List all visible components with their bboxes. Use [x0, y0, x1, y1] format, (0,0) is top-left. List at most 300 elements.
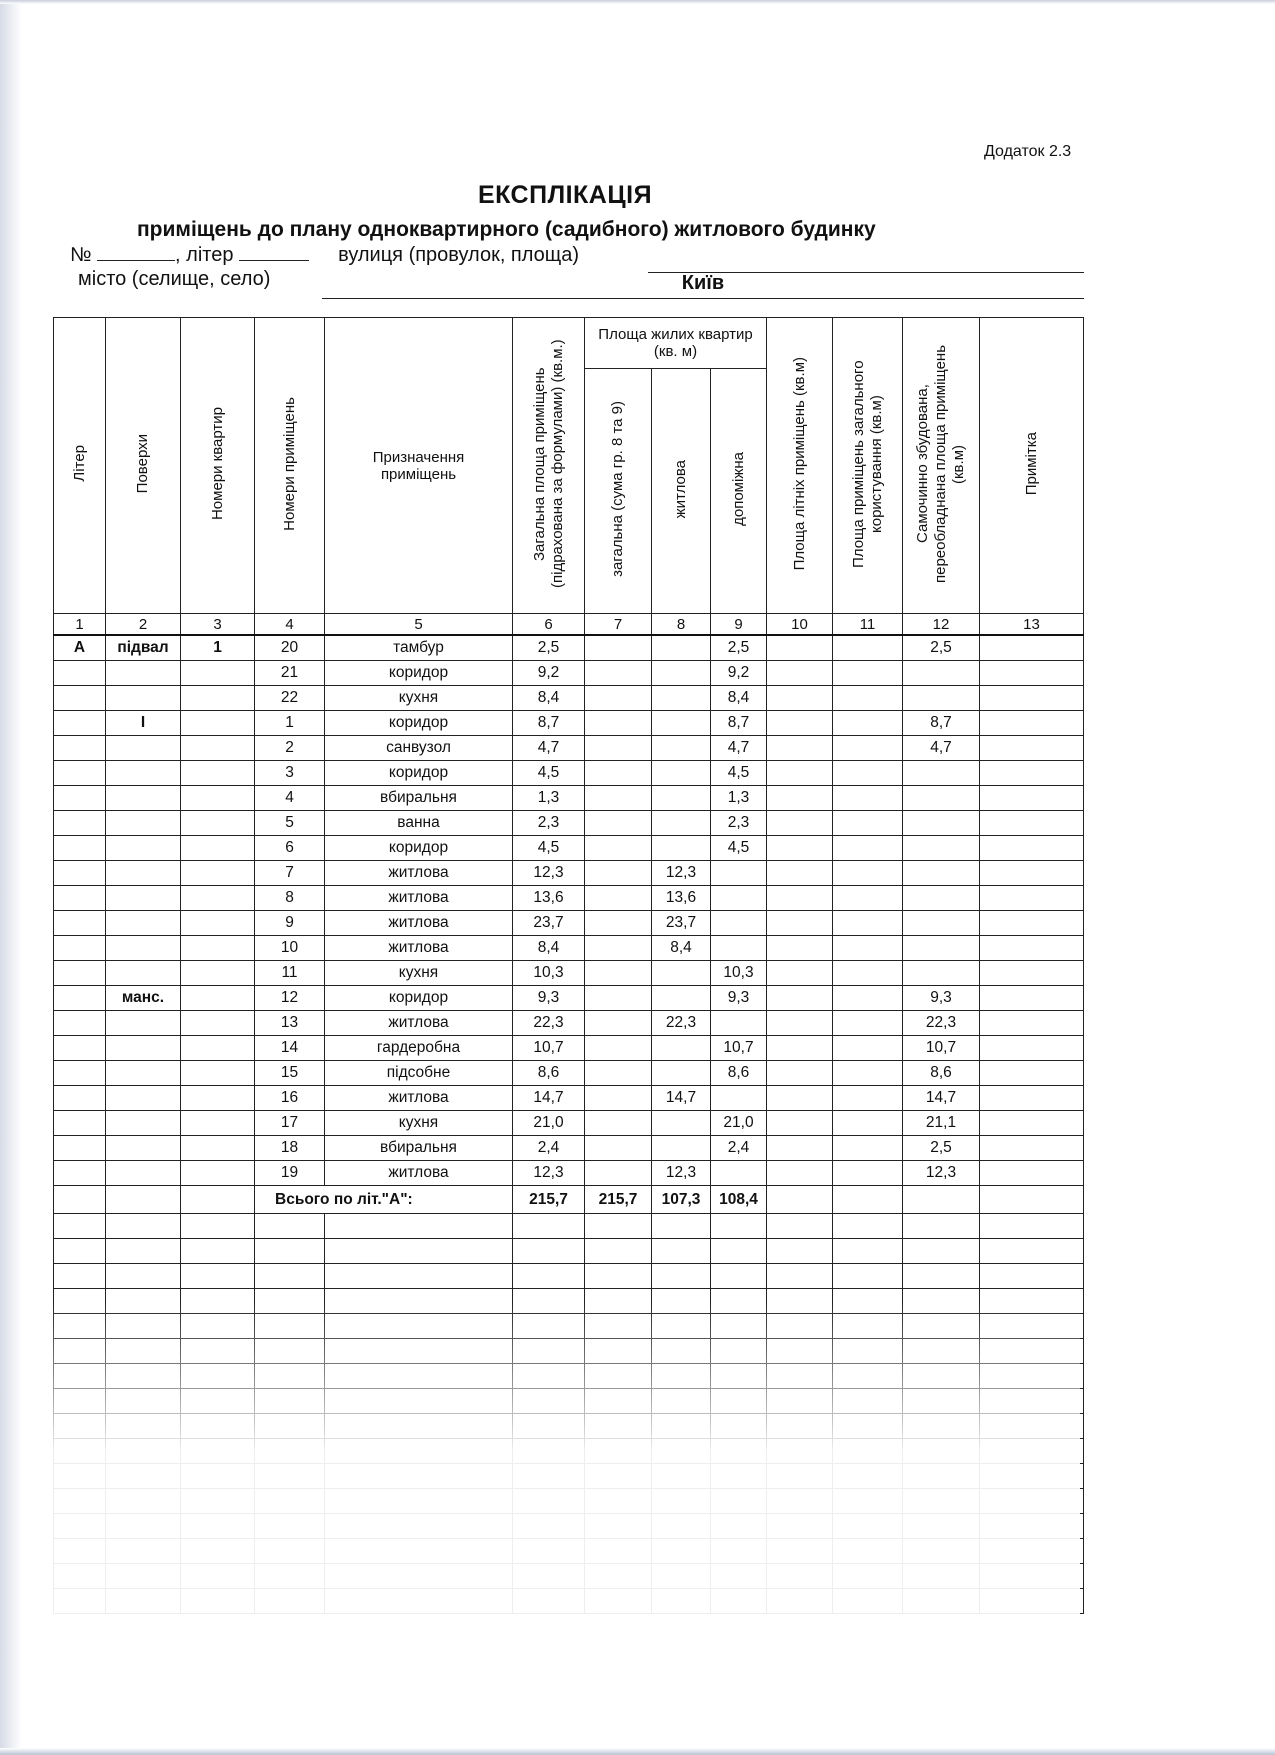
empty-cell [711, 1539, 767, 1564]
table-cell-col-9 [711, 886, 767, 911]
empty-cell [325, 1539, 513, 1564]
table-cell-col-9: 2,3 [711, 811, 767, 836]
empty-cell [513, 1264, 585, 1289]
table-cell-col-5: житлова [325, 911, 513, 936]
table-cell-col-13 [980, 1111, 1084, 1136]
table-cell-col-4: 1 [255, 711, 325, 736]
table-cell-col-6: 21,0 [513, 1111, 585, 1136]
table-cell-col-3 [181, 861, 255, 886]
column-number: 2 [106, 614, 181, 636]
empty-cell [585, 1514, 652, 1539]
table-cell-col-12: 4,7 [903, 736, 980, 761]
table-cell-col-8 [652, 661, 711, 686]
table-cell-col-13 [980, 811, 1084, 836]
table-cell-col-1 [54, 1086, 106, 1111]
empty-cell [106, 1514, 181, 1539]
empty-cell [652, 1289, 711, 1314]
table-cell-col-5: житлова [325, 1086, 513, 1111]
table-cell-col-12 [903, 686, 980, 711]
empty-cell [652, 1314, 711, 1339]
table-cell-col-2 [106, 911, 181, 936]
document-subtitle: приміщень до плану одноквартирного (садибного) житлового будинку [137, 218, 876, 241]
table-cell-col-10 [767, 1036, 833, 1061]
empty-cell [980, 1514, 1084, 1539]
empty-cell [255, 1214, 325, 1239]
empty-cell [106, 1539, 181, 1564]
empty-cell [903, 1464, 980, 1489]
empty-cell [325, 1314, 513, 1339]
table-cell-col-4: 16 [255, 1086, 325, 1111]
empty-cell [711, 1339, 767, 1364]
column-number: 10 [767, 614, 833, 636]
table-row [54, 711, 1084, 736]
empty-cell [833, 1489, 903, 1514]
empty-cell [711, 1439, 767, 1464]
table-row [54, 861, 1084, 886]
table-row [54, 886, 1084, 911]
table-cell-col-4: 14 [255, 1036, 325, 1061]
table-cell-col-4: 9 [255, 911, 325, 936]
table-cell-col-12 [903, 936, 980, 961]
bottom-edge-shadow [0, 1748, 1275, 1755]
empty-cell [585, 1439, 652, 1464]
total-cell [767, 1186, 833, 1214]
table-cell-col-8: 12,3 [652, 861, 711, 886]
empty-row [54, 1239, 1084, 1264]
table-cell-col-5: підсобне [325, 1061, 513, 1086]
table-cell-col-13 [980, 661, 1084, 686]
empty-cell [767, 1314, 833, 1339]
table-cell-col-3 [181, 911, 255, 936]
empty-cell [325, 1264, 513, 1289]
empty-cell [833, 1464, 903, 1489]
table-cell-col-10 [767, 635, 833, 661]
top-edge-shadow [0, 0, 1275, 4]
table-cell-col-9: 21,0 [711, 1111, 767, 1136]
empty-cell [255, 1589, 325, 1614]
empty-row [54, 1489, 1084, 1514]
empty-cell [325, 1439, 513, 1464]
table-row [54, 1036, 1084, 1061]
table-cell-col-8 [652, 711, 711, 736]
empty-cell [833, 1239, 903, 1264]
table-cell-col-11 [833, 861, 903, 886]
table-cell-col-7 [585, 1011, 652, 1036]
table-cell-col-8 [652, 836, 711, 861]
table-cell-col-13 [980, 836, 1084, 861]
empty-cell [652, 1514, 711, 1539]
empty-cell [767, 1239, 833, 1264]
empty-cell [325, 1564, 513, 1589]
empty-cell [711, 1414, 767, 1439]
column-number: 6 [513, 614, 585, 636]
table-cell-col-6: 8,4 [513, 686, 585, 711]
table-cell-col-10 [767, 836, 833, 861]
empty-cell [833, 1314, 903, 1339]
table-cell-col-4: 11 [255, 961, 325, 986]
empty-cell [585, 1464, 652, 1489]
total-row [54, 1186, 1084, 1214]
table-cell-col-5: кухня [325, 686, 513, 711]
empty-cell [181, 1489, 255, 1514]
empty-cell [980, 1439, 1084, 1464]
empty-cell [652, 1389, 711, 1414]
table-cell-col-10 [767, 911, 833, 936]
empty-cell [181, 1214, 255, 1239]
header-col-12: Самочинно збудована, переобладнана площа приміщень (кв.м) [903, 318, 980, 614]
total-cell [903, 1186, 980, 1214]
empty-cell [325, 1339, 513, 1364]
empty-cell [54, 1439, 106, 1464]
column-number: 12 [903, 614, 980, 636]
empty-cell [833, 1339, 903, 1364]
document-title: ЕКСПЛІКАЦІЯ [477, 181, 653, 209]
table-row [54, 986, 1084, 1011]
table-cell-col-12: 2,5 [903, 635, 980, 661]
empty-cell [980, 1389, 1084, 1414]
table-cell-col-6: 2,5 [513, 635, 585, 661]
empty-cell [54, 1414, 106, 1439]
header-col-5: Призначення приміщень [325, 318, 513, 614]
table-cell-col-4: 3 [255, 761, 325, 786]
table-row [54, 1061, 1084, 1086]
empty-cell [181, 1589, 255, 1614]
table-row [54, 761, 1084, 786]
table-cell-col-5: гардеробна [325, 1036, 513, 1061]
empty-cell [767, 1439, 833, 1464]
empty-cell [903, 1439, 980, 1464]
empty-cell [513, 1414, 585, 1439]
table-cell-col-7 [585, 836, 652, 861]
table-cell-col-2 [106, 661, 181, 686]
table-cell-col-12 [903, 961, 980, 986]
table-cell-col-8 [652, 786, 711, 811]
empty-cell [255, 1264, 325, 1289]
empty-cell [980, 1464, 1084, 1489]
table-cell-col-10 [767, 661, 833, 686]
empty-cell [513, 1239, 585, 1264]
table-cell-col-12: 9,3 [903, 986, 980, 1011]
city-field [322, 298, 1084, 299]
table-cell-col-8 [652, 1136, 711, 1161]
table-cell-col-6: 12,3 [513, 861, 585, 886]
empty-cell [652, 1464, 711, 1489]
empty-cell [54, 1539, 106, 1564]
table-row [54, 1086, 1084, 1111]
empty-cell [325, 1239, 513, 1264]
table-cell-col-4: 13 [255, 1011, 325, 1036]
table-cell-col-10 [767, 761, 833, 786]
table-cell-col-5: санвузол [325, 736, 513, 761]
empty-cell [325, 1414, 513, 1439]
empty-cell [903, 1564, 980, 1589]
table-cell-col-6: 8,4 [513, 936, 585, 961]
table-row [54, 936, 1084, 961]
table-cell-col-4: 8 [255, 886, 325, 911]
table-cell-col-11 [833, 1086, 903, 1111]
empty-cell [903, 1264, 980, 1289]
empty-cell [513, 1489, 585, 1514]
empty-cell [54, 1464, 106, 1489]
empty-cell [652, 1439, 711, 1464]
empty-cell [54, 1564, 106, 1589]
table-cell-col-9 [711, 911, 767, 936]
empty-cell [513, 1314, 585, 1339]
table-cell-col-1 [54, 686, 106, 711]
table-cell-col-5: коридор [325, 986, 513, 1011]
empty-cell [106, 1364, 181, 1389]
empty-cell [767, 1389, 833, 1414]
table-cell-col-7 [585, 786, 652, 811]
table-cell-col-11 [833, 1036, 903, 1061]
empty-cell [585, 1289, 652, 1314]
empty-cell [585, 1564, 652, 1589]
table-cell-col-8 [652, 961, 711, 986]
empty-cell [980, 1339, 1084, 1364]
table-cell-col-3: 1 [181, 635, 255, 661]
table-cell-col-10 [767, 861, 833, 886]
empty-row [54, 1339, 1084, 1364]
table-cell-col-7 [585, 661, 652, 686]
table-cell-col-1 [54, 1161, 106, 1186]
column-number: 3 [181, 614, 255, 636]
table-cell-col-5: кухня [325, 1111, 513, 1136]
empty-row [54, 1414, 1084, 1439]
header-col-4: Номери приміщень [255, 318, 325, 614]
empty-cell [181, 1314, 255, 1339]
table-cell-col-5: коридор [325, 661, 513, 686]
table-cell-col-7 [585, 986, 652, 1011]
table-row [54, 961, 1084, 986]
table-cell-col-7 [585, 1036, 652, 1061]
empty-cell [711, 1564, 767, 1589]
column-number: 1 [54, 614, 106, 636]
table-cell-col-4: 6 [255, 836, 325, 861]
table-cell-col-3 [181, 961, 255, 986]
empty-cell [711, 1389, 767, 1414]
header-group-living-area: Площа жилих квартир (кв. м) [585, 318, 767, 369]
table-cell-col-8 [652, 986, 711, 1011]
empty-cell [513, 1214, 585, 1239]
table-cell-col-3 [181, 1111, 255, 1136]
empty-cell [652, 1489, 711, 1514]
empty-cell [980, 1239, 1084, 1264]
total-col-6: 215,7 [513, 1186, 585, 1214]
table-cell-col-3 [181, 786, 255, 811]
table-cell-col-2 [106, 1061, 181, 1086]
empty-cell [54, 1489, 106, 1514]
empty-cell [181, 1539, 255, 1564]
table-row [54, 1111, 1084, 1136]
empty-cell [585, 1539, 652, 1564]
table-cell-col-10 [767, 686, 833, 711]
table-cell-col-12 [903, 811, 980, 836]
table-cell-col-9: 4,5 [711, 761, 767, 786]
table-cell-col-3 [181, 936, 255, 961]
table-cell-col-2 [106, 961, 181, 986]
table-cell-col-12: 14,7 [903, 1086, 980, 1111]
table-row [54, 686, 1084, 711]
table-cell-col-12: 21,1 [903, 1111, 980, 1136]
table-cell-col-7 [585, 761, 652, 786]
empty-cell [106, 1389, 181, 1414]
table-cell-col-10 [767, 886, 833, 911]
table-cell-col-13 [980, 961, 1084, 986]
empty-cell [767, 1339, 833, 1364]
empty-cell [585, 1239, 652, 1264]
empty-cell [255, 1314, 325, 1339]
table-cell-col-8 [652, 761, 711, 786]
empty-cell [54, 1239, 106, 1264]
empty-cell [513, 1289, 585, 1314]
table-cell-col-7 [585, 1061, 652, 1086]
table-row [54, 736, 1084, 761]
empty-cell [181, 1239, 255, 1264]
empty-cell [513, 1389, 585, 1414]
header-col-11: Площа приміщень загального користування (кв.м) [833, 318, 903, 614]
empty-cell [54, 1389, 106, 1414]
empty-cell [711, 1239, 767, 1264]
table-cell-col-12 [903, 661, 980, 686]
table-cell-col-3 [181, 836, 255, 861]
table-cell-col-12 [903, 886, 980, 911]
empty-cell [181, 1289, 255, 1314]
header-col-6: Загальна площа приміщень (підрахована за формулами) (кв.м.) [513, 318, 585, 614]
column-number: 4 [255, 614, 325, 636]
table-cell-col-3 [181, 661, 255, 686]
empty-row [54, 1589, 1084, 1614]
street-label: вулиця (провулок, площа) [338, 244, 580, 266]
table-cell-col-11 [833, 661, 903, 686]
litera-label: , літер [175, 244, 234, 266]
table-cell-col-1 [54, 886, 106, 911]
table-cell-col-2 [106, 861, 181, 886]
table-cell-col-10 [767, 786, 833, 811]
empty-cell [255, 1539, 325, 1564]
empty-cell [585, 1389, 652, 1414]
table-cell-col-6: 10,7 [513, 1036, 585, 1061]
table-cell-col-2 [106, 786, 181, 811]
table-cell-col-8 [652, 811, 711, 836]
table-cell-col-4: 19 [255, 1161, 325, 1186]
table-cell-col-1 [54, 786, 106, 811]
table-cell-col-5: вбиральня [325, 1136, 513, 1161]
table-cell-col-5: кухня [325, 961, 513, 986]
empty-cell [903, 1589, 980, 1614]
empty-cell [585, 1489, 652, 1514]
empty-cell [513, 1539, 585, 1564]
table-row [54, 661, 1084, 686]
table-cell-col-3 [181, 736, 255, 761]
table-cell-col-11 [833, 936, 903, 961]
table-cell-col-9: 9,3 [711, 986, 767, 1011]
table-cell-col-5: житлова [325, 1011, 513, 1036]
empty-cell [513, 1364, 585, 1389]
empty-cell [513, 1339, 585, 1364]
empty-cell [980, 1364, 1084, 1389]
empty-cell [325, 1464, 513, 1489]
table-cell-col-2 [106, 886, 181, 911]
annex-label: Додаток 2.3 [984, 143, 1072, 160]
empty-cell [106, 1289, 181, 1314]
empty-cell [711, 1464, 767, 1489]
empty-cell [106, 1439, 181, 1464]
total-cell [54, 1186, 106, 1214]
empty-cell [106, 1414, 181, 1439]
header-col-8: житлова [652, 369, 711, 614]
table-cell-col-11 [833, 886, 903, 911]
empty-cell [980, 1589, 1084, 1614]
empty-cell [833, 1539, 903, 1564]
empty-cell [255, 1389, 325, 1414]
total-cell [833, 1186, 903, 1214]
empty-cell [903, 1489, 980, 1514]
table-cell-col-2 [106, 836, 181, 861]
table-cell-col-5: житлова [325, 886, 513, 911]
empty-cell [325, 1514, 513, 1539]
table-cell-col-9: 2,5 [711, 635, 767, 661]
table-cell-col-12: 22,3 [903, 1011, 980, 1036]
empty-cell [255, 1339, 325, 1364]
empty-cell [833, 1439, 903, 1464]
table-cell-col-1 [54, 1011, 106, 1036]
table-cell-col-7 [585, 861, 652, 886]
empty-cell [652, 1414, 711, 1439]
empty-cell [513, 1514, 585, 1539]
empty-cell [903, 1339, 980, 1364]
empty-cell [980, 1314, 1084, 1339]
table-cell-col-2 [106, 1111, 181, 1136]
table-cell-col-3 [181, 986, 255, 1011]
table-cell-col-8: 23,7 [652, 911, 711, 936]
table-cell-col-1 [54, 811, 106, 836]
empty-cell [903, 1364, 980, 1389]
empty-cell [980, 1214, 1084, 1239]
table-cell-col-2 [106, 811, 181, 836]
table-cell-col-1: А [54, 635, 106, 661]
table-cell-col-11 [833, 1111, 903, 1136]
empty-cell [325, 1589, 513, 1614]
table-cell-col-9: 8,4 [711, 686, 767, 711]
table-cell-col-2 [106, 1036, 181, 1061]
table-cell-col-11 [833, 1136, 903, 1161]
table-cell-col-4: 7 [255, 861, 325, 886]
empty-cell [711, 1489, 767, 1514]
header-col-2: Поверхи [106, 318, 181, 614]
table-cell-col-12 [903, 761, 980, 786]
table-cell-col-9: 2,4 [711, 1136, 767, 1161]
table-cell-col-6: 2,3 [513, 811, 585, 836]
table-cell-col-10 [767, 986, 833, 1011]
number-field [97, 242, 175, 261]
table-cell-col-7 [585, 911, 652, 936]
empty-cell [181, 1439, 255, 1464]
table-cell-col-9: 4,7 [711, 736, 767, 761]
table-cell-col-11 [833, 1061, 903, 1086]
table-cell-col-1 [54, 761, 106, 786]
empty-cell [54, 1364, 106, 1389]
table-cell-col-8 [652, 686, 711, 711]
table-cell-col-12 [903, 836, 980, 861]
empty-cell [585, 1589, 652, 1614]
table-cell-col-10 [767, 936, 833, 961]
empty-cell [767, 1489, 833, 1514]
table-cell-col-7 [585, 1161, 652, 1186]
empty-cell [833, 1264, 903, 1289]
empty-cell [980, 1564, 1084, 1589]
table-cell-col-6: 13,6 [513, 886, 585, 911]
table-cell-col-2 [106, 1011, 181, 1036]
